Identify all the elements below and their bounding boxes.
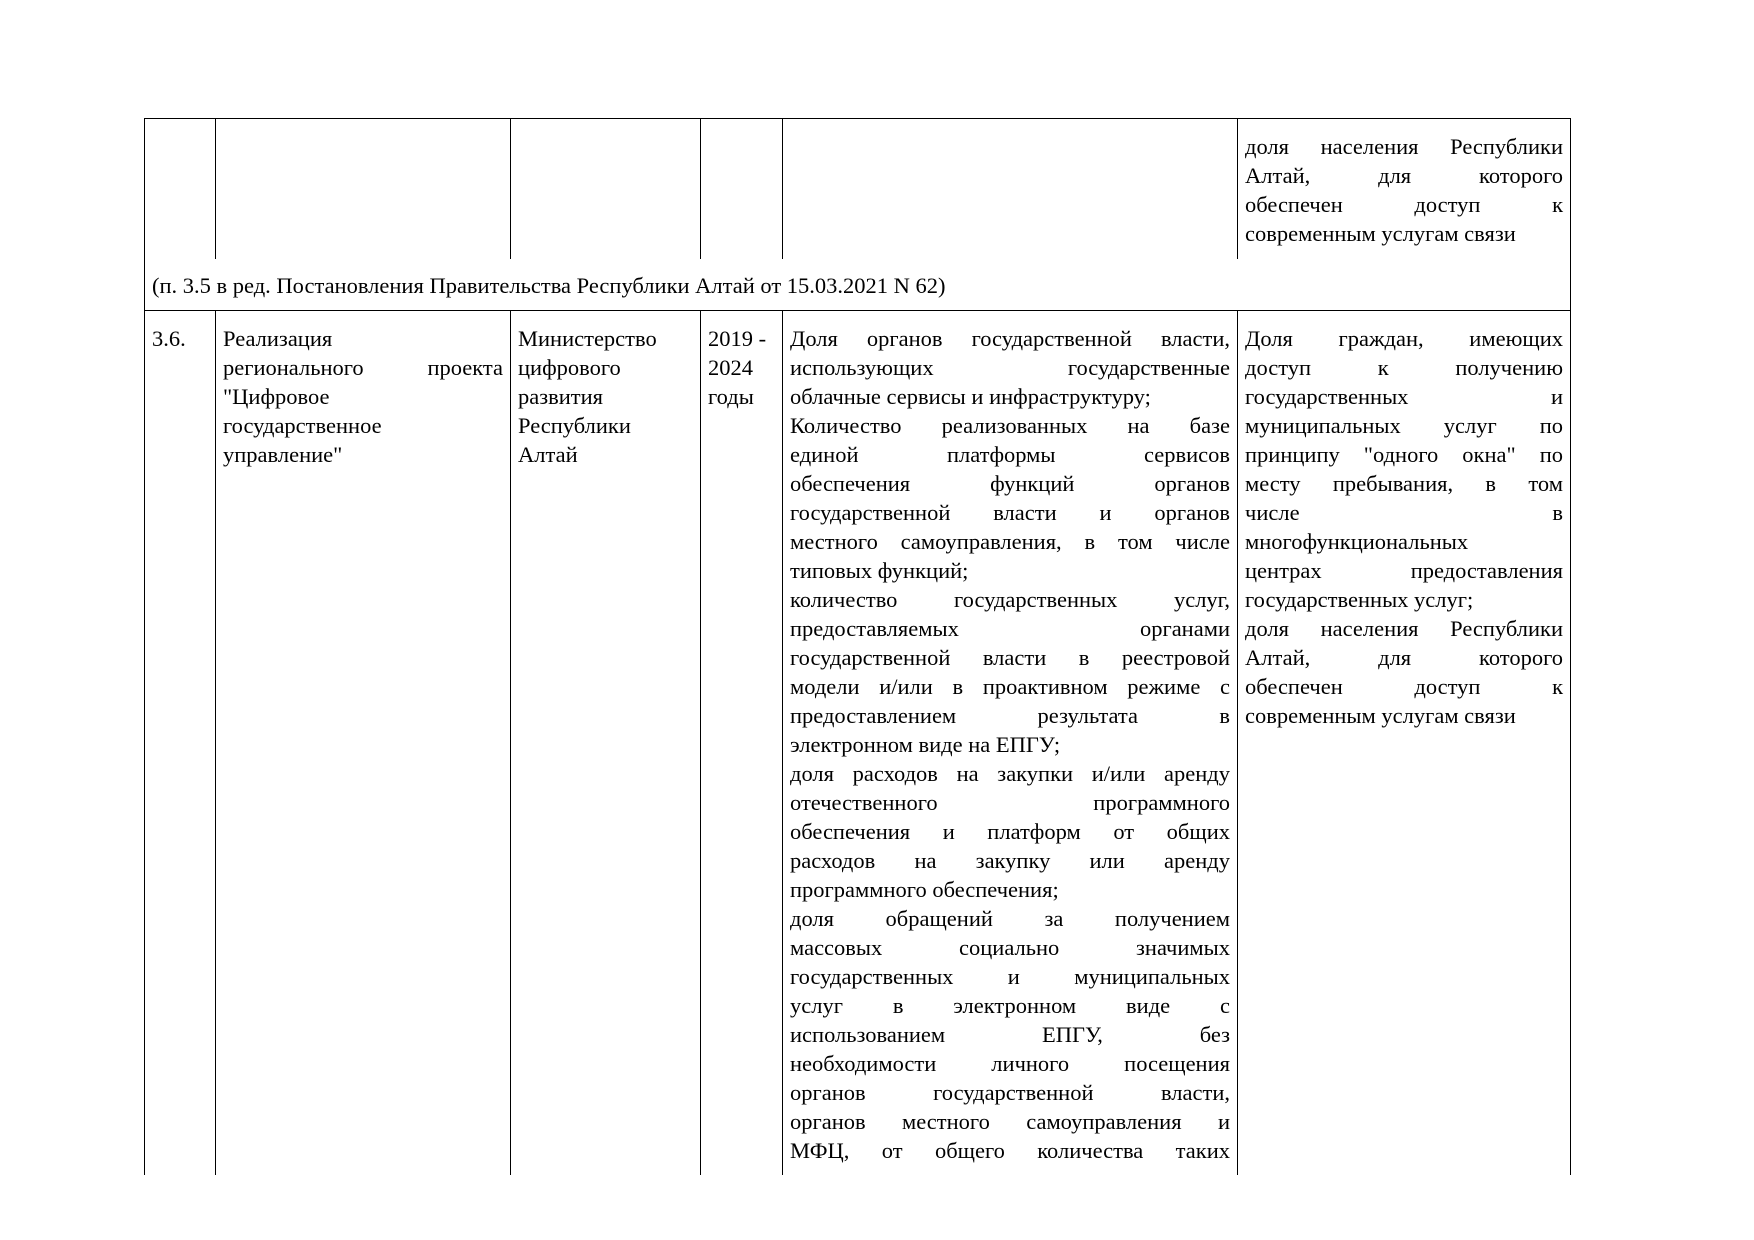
activity-name-text (223, 324, 503, 469)
text-line: Реализация (223, 325, 333, 351)
results-text (790, 324, 1230, 1165)
text-line: 2019 - (708, 325, 767, 351)
text-line: необходимости личного посещения (790, 1050, 1230, 1076)
text-line: массовых социально значимых (790, 934, 1230, 960)
text-line: модели и/или в проактивном режиме с (790, 673, 1230, 699)
period-text (708, 324, 775, 411)
text-line: государственных услуг; (1245, 586, 1474, 612)
text-line: 2024 (708, 354, 753, 380)
text-line: обеспечения и платформ от общих (790, 818, 1230, 844)
cell-executor-empty (511, 119, 701, 259)
text-line: развития (518, 383, 604, 409)
amendment-note-row (145, 259, 1571, 311)
continuation-row (145, 119, 1571, 259)
text-line: месту пребывания, в том (1245, 470, 1563, 496)
text-line: МФЦ, от общего количества таких (790, 1137, 1230, 1163)
text-line: современным услугам связи (1245, 221, 1516, 246)
text-line: отечественного программного (790, 789, 1230, 815)
cell-executor (511, 310, 701, 1175)
text-line: предоставляемых органами (790, 615, 1230, 641)
text-line: предоставлением результата в (790, 702, 1230, 728)
cell-activity-name (216, 310, 511, 1175)
text-line: Доля граждан, имеющих (1245, 325, 1563, 351)
text-line: Алтай, для которого (1245, 644, 1563, 670)
text-line: Количество реализованных на базе (790, 412, 1230, 438)
text-line: доля расходов на закупки и/или аренду (790, 760, 1230, 786)
text-line: органов местного самоуправления и (790, 1108, 1230, 1134)
text-line: Алтай, для которого (1245, 163, 1563, 188)
text-line: органов государственной власти, (790, 1079, 1230, 1105)
text-line: Алтай (518, 441, 578, 467)
row-number: 3.6. (152, 325, 186, 351)
text-line: электронном виде на ЕПГУ; (790, 731, 1061, 757)
text-line: обеспечен доступ к (1245, 673, 1563, 699)
text-line: доступ к получению (1245, 354, 1563, 380)
text-line: годы (708, 383, 754, 409)
text-line: доля населения Республики (1245, 615, 1563, 641)
text-line: управление" (223, 441, 343, 467)
text-line: государственное (223, 412, 382, 438)
cell-indicators (1238, 310, 1571, 1175)
text-line: муниципальных услуг по (1245, 412, 1563, 438)
cell-period (701, 310, 783, 1175)
text-line: государственной власти и органов (790, 499, 1230, 525)
text-line: государственной власти в реестровой (790, 644, 1230, 670)
cell-name-empty (216, 119, 511, 259)
text-line: местного самоуправления, в том числе (790, 528, 1230, 554)
text-line: обеспечения функций органов (790, 470, 1230, 496)
indicators-text (1245, 324, 1563, 730)
cell-results (783, 310, 1238, 1175)
text-line: программного обеспечения; (790, 876, 1059, 902)
text-line: единой платформы сервисов (790, 441, 1230, 467)
cell-number-empty (145, 119, 216, 259)
text-line: многофункциональных (1245, 528, 1469, 554)
cell-period-empty (701, 119, 783, 259)
text-line: Доля органов государственной власти, (790, 325, 1230, 351)
cell-indicators-continued (1238, 119, 1571, 259)
text-line: облачные сервисы и инфраструктуру; (790, 383, 1151, 409)
text-line: расходов на закупку или аренду (790, 847, 1230, 873)
amendment-note: (п. 3.5 в ред. Постановления Правительства Республики Алтай от 15.03.2021 N 62) (152, 272, 946, 298)
text-line: "Цифровое (223, 383, 330, 409)
text-line: регионального проекта (223, 354, 503, 380)
amendment-note-cell (145, 259, 1571, 311)
text-line: доля обращений за получением (790, 905, 1230, 931)
text-line: государственных и муниципальных (790, 963, 1230, 989)
cell-results-empty (783, 119, 1238, 259)
program-activities-table (144, 118, 1571, 1175)
text-line: принципу "одного окна" по (1245, 441, 1563, 467)
text-line: количество государственных услуг, (790, 586, 1230, 612)
cell-number (145, 310, 216, 1175)
text-line: использованием ЕПГУ, без (790, 1021, 1230, 1047)
text-line: Министерство (518, 325, 657, 351)
text-line: использующих государственные (790, 354, 1230, 380)
text-line: современным услугам связи (1245, 702, 1516, 728)
text-line: обеспечен доступ к (1245, 192, 1563, 217)
indicators-continued-text (1245, 132, 1563, 248)
text-line: Республики (518, 412, 631, 438)
text-line: центрах предоставления (1245, 557, 1563, 583)
text-line: типовых функций; (790, 557, 969, 583)
table-row-3-6 (145, 310, 1571, 1175)
text-line: государственных и (1245, 383, 1563, 409)
text-line: услуг в электронном виде с (790, 992, 1230, 1018)
text-line: цифрового (518, 354, 621, 380)
text-line: числе в (1245, 499, 1563, 525)
text-line: доля населения Республики (1245, 134, 1563, 159)
executor-text (518, 324, 693, 469)
